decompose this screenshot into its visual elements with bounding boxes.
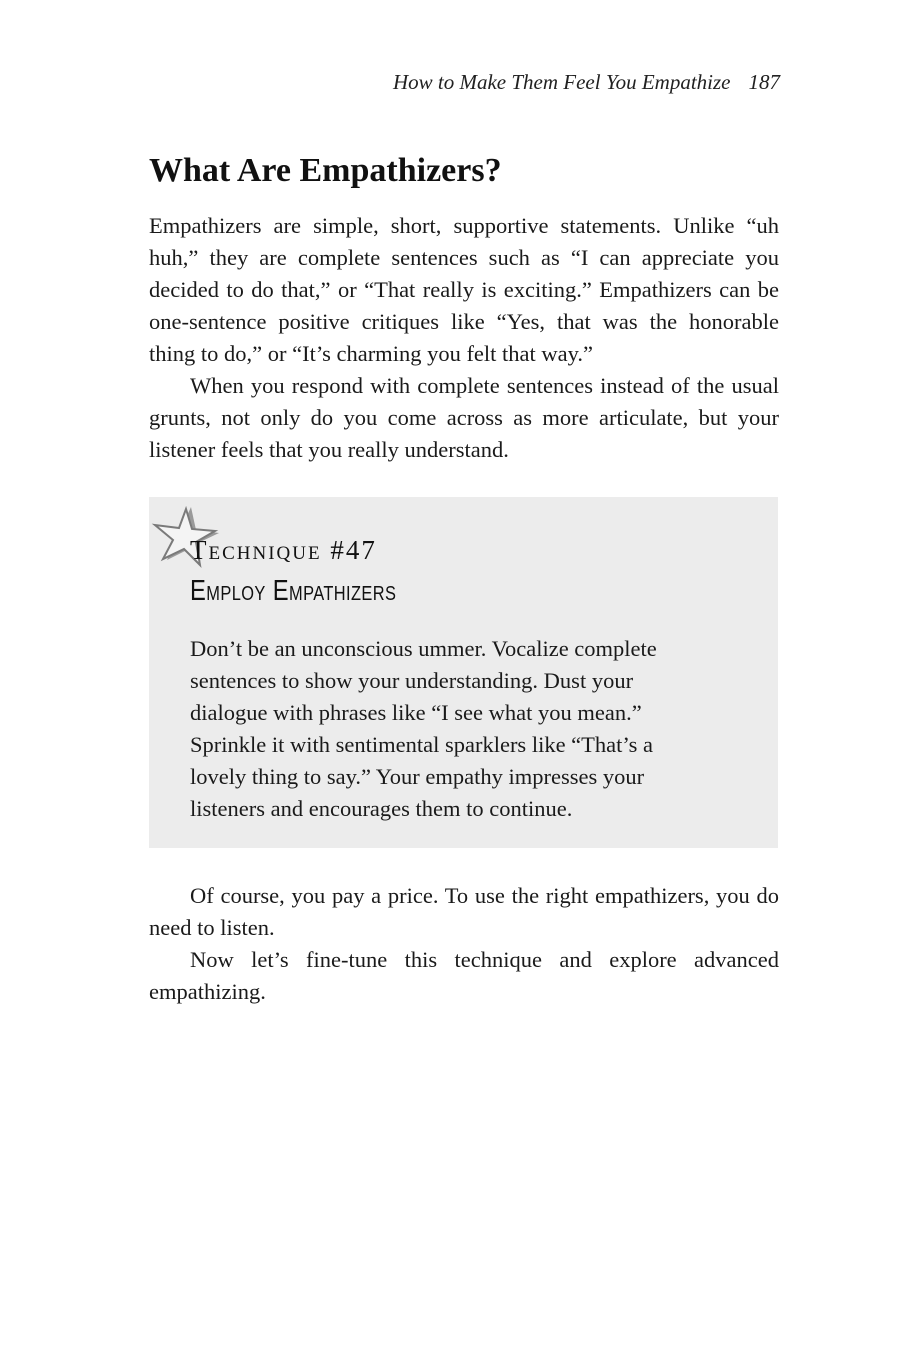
closing-paragraph-2: Now let’s fine-tune this technique and explore advanced empathizing. xyxy=(149,947,779,1004)
running-head-title: How to Make Them Feel You Empathize xyxy=(392,70,731,94)
section-heading: What Are Empathizers? xyxy=(149,152,502,189)
technique-label: Technique #47 xyxy=(190,535,377,565)
technique-body: Don’t be an unconscious ummer. Vocalize complete sentences to show your understanding. Dust your dialogue with phrases like “I see what you mean.” Sprinkle it with sentimental sparklers like “That’s a lovely thing to say.” Your empathy impresses your listeners and encourages them to continue. xyxy=(190,636,657,821)
running-head xyxy=(150,70,780,95)
intro-paragraph-1: Empathizers are simple, short, supportive statements. Unlike “uh huh,” they are complete sentences such as “I can appreciate you decided to do that,” or “That really is exciting.” Empathizers can be one-sentence positive critiques like “Yes, that was the honorable thing to do,” or “It’s charming you felt that way.” xyxy=(149,213,779,366)
technique-title: Employ Empathizers xyxy=(190,575,397,607)
closing-text xyxy=(149,880,779,1008)
page-number: 187 xyxy=(748,70,780,94)
intro-text xyxy=(149,210,779,466)
intro-paragraph-2: When you respond with complete sentences instead of the usual grunts, not only do you come across as more articulate, but your listener feels that you really understand. xyxy=(149,373,779,462)
closing-paragraph-1: Of course, you pay a price. To use the right empathizers, you do need to listen. xyxy=(149,883,779,940)
technique-box xyxy=(149,497,778,848)
